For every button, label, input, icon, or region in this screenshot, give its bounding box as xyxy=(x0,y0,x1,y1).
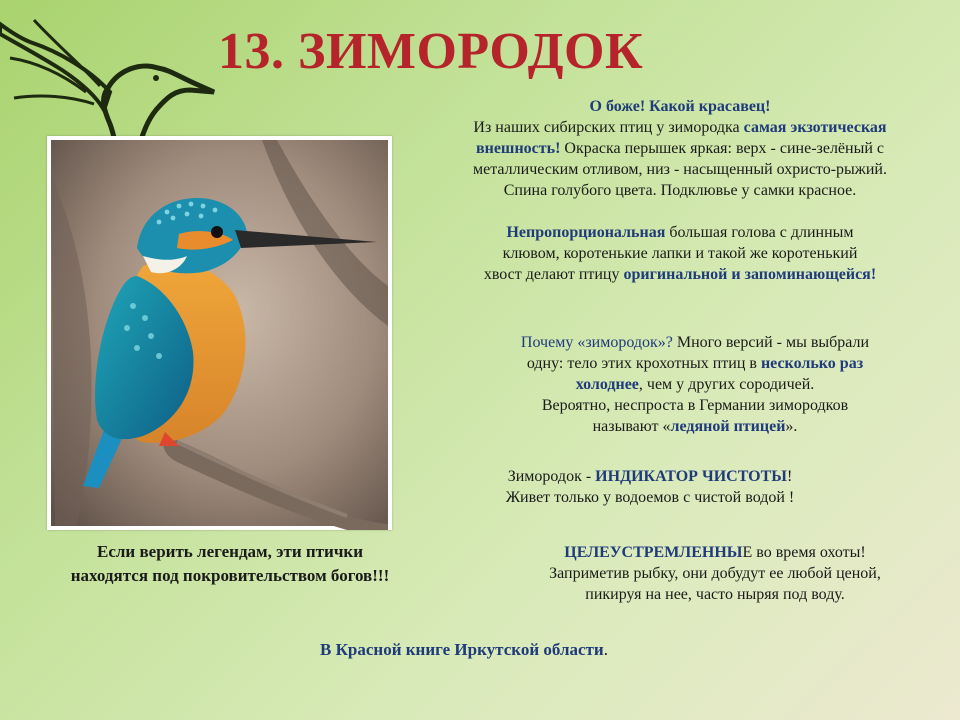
paragraph-appearance xyxy=(420,96,940,201)
highlight: несколько раз xyxy=(760,355,864,372)
paragraph-name-origin xyxy=(470,332,920,437)
caption-line: Если верить легендам, эти птички xyxy=(97,542,363,561)
text: во время охоты! xyxy=(752,544,866,561)
highlight: ИНДИКАТОР ЧИСТОТЫ xyxy=(595,468,787,485)
text: называют « xyxy=(592,418,671,435)
photo-caption xyxy=(20,540,440,588)
highlight: внешность! xyxy=(475,140,561,157)
text: большая голова с длинным xyxy=(665,224,854,241)
text: ». xyxy=(785,418,798,435)
text: металлическим отливом, низ - насыщенный охристо-рыжий. xyxy=(473,161,887,178)
text: , чем у других сородичей. xyxy=(638,376,815,393)
page-title: 13. ЗИМОРОДОК xyxy=(218,23,644,80)
text: Окраска перышек яркая: верх - сине-зелёный с xyxy=(560,140,885,157)
highlight: ЦЕЛЕУСТРЕМЛЕННЫ xyxy=(564,544,743,561)
text: Из наших сибирских птиц у зимородка xyxy=(473,119,744,136)
highlight: оригинальной и запоминающейся! xyxy=(623,266,877,283)
text: пикируя на нее, часто ныряя под воду. xyxy=(585,586,845,603)
text: Зимородок - xyxy=(507,468,596,485)
text: клювом, коротенькие лапки и такой же коротенький xyxy=(502,245,858,262)
highlight: Непропорциональная xyxy=(506,224,666,241)
paragraph-heading: О боже! Какой красавец! xyxy=(589,98,771,115)
text: Вероятно, неспроста в Германии зимородков xyxy=(541,397,849,414)
caption-line: находятся под покровительством богов!!! xyxy=(70,566,390,585)
text: Спина голубого цвета. Подклювье у самки красное. xyxy=(503,182,857,199)
text: хвост делают птицу xyxy=(483,266,624,283)
text: Живет только у водоемов с чистой водой ! xyxy=(505,489,795,506)
highlight: самая экзотическая xyxy=(743,119,887,136)
footer-note xyxy=(320,640,720,660)
text: Много версий - мы выбрали xyxy=(672,334,870,351)
highlight: холоднее xyxy=(575,376,639,393)
kingfisher-photo xyxy=(47,136,392,530)
text: ! xyxy=(786,468,793,485)
footer-text: В Красной книге Иркутской области xyxy=(320,640,604,659)
highlight: ледяной птицей xyxy=(670,418,786,435)
highlight: Почему «зимородок»? xyxy=(520,334,673,351)
text: одну: тело этих крохотных птиц в xyxy=(526,355,761,372)
paragraph-proportions xyxy=(430,222,930,285)
paragraph-hunting xyxy=(500,542,930,605)
text: Е xyxy=(742,544,753,561)
paragraph-indicator xyxy=(450,466,850,508)
footer-dot: . xyxy=(603,640,608,659)
text: Заприметив рыбку, они добудут ее любой ценой, xyxy=(549,565,881,582)
